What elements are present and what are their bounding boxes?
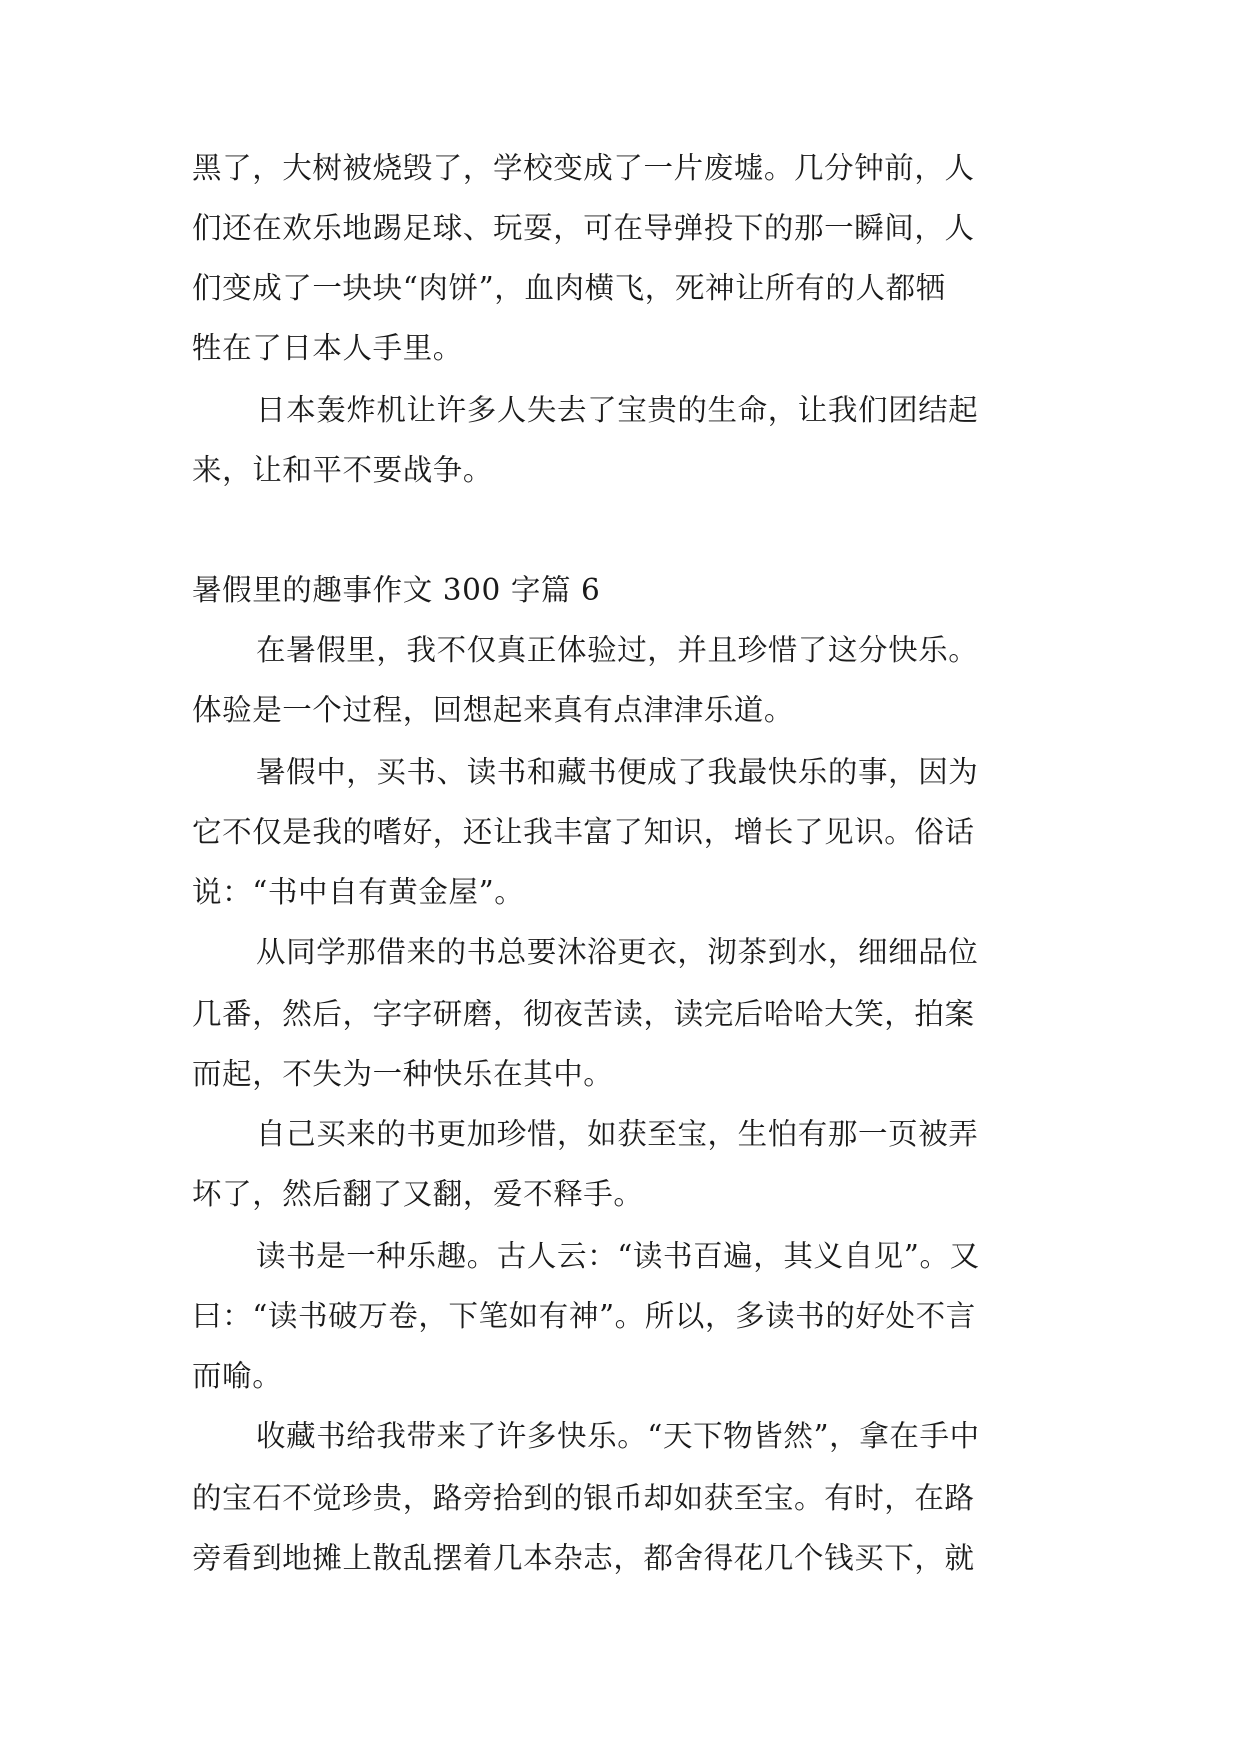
section-heading: 暑假里的趣事作文 300 字篇 6 <box>192 573 601 607</box>
text-line: 体验是一个过程，回想起来真有点津津乐道。 <box>192 693 795 727</box>
text-line: 日本轰炸机让许多人失去了宝贵的生命，让我们团结起 <box>256 393 979 427</box>
text-line: 从同学那借来的书总要沐浴更衣，沏茶到水，细细品位 <box>256 935 979 969</box>
text-line: 收藏书给我带来了许多快乐。“天下物皆然”，拿在手中 <box>256 1419 980 1453</box>
text-line: 在暑假里，我不仅真正体验过，并且珍惜了这分快乐。 <box>256 633 979 667</box>
text-line: 自己买来的书更加珍惜，如获至宝，生怕有那一页被弄 <box>256 1117 979 1151</box>
text-line: 们变成了一块块“肉饼”，血肉横飞，死神让所有的人都牺 <box>192 271 946 305</box>
text-line: 几番，然后，字字研磨，彻夜苦读，读完后哈哈大笑，拍案 <box>192 997 975 1031</box>
text-line: 坏了，然后翻了又翻，爱不释手。 <box>192 1177 644 1211</box>
text-line: 来，让和平不要战争。 <box>192 453 494 487</box>
text-line: 说：“书中自有黄金屋”。 <box>192 875 525 909</box>
text-line: 曰：“读书破万卷，下笔如有神”。所以，多读书的好处不言 <box>192 1299 976 1333</box>
text-line: 黑了，大树被烧毁了，学校变成了一片废墟。几分钟前，人 <box>192 151 975 185</box>
text-line: 暑假中，买书、读书和藏书便成了我最快乐的事，因为 <box>256 755 979 789</box>
text-line: 它不仅是我的嗜好，还让我丰富了知识，增长了见识。俗话 <box>192 815 975 849</box>
text-line: 牲在了日本人手里。 <box>192 331 463 365</box>
text-line: 们还在欢乐地踢足球、玩耍，可在导弹投下的那一瞬间，人 <box>192 211 975 245</box>
text-line: 而喻。 <box>192 1359 283 1393</box>
text-line: 读书是一种乐趣。古人云：“读书百遍，其义自见”。又 <box>256 1239 980 1273</box>
text-line: 而起，不失为一种快乐在其中。 <box>192 1057 614 1091</box>
text-line: 旁看到地摊上散乱摆着几本杂志，都舍得花几个钱买下，就 <box>192 1541 975 1575</box>
text-line: 的宝石不觉珍贵，路旁拾到的银币却如获至宝。有时，在路 <box>192 1481 975 1515</box>
